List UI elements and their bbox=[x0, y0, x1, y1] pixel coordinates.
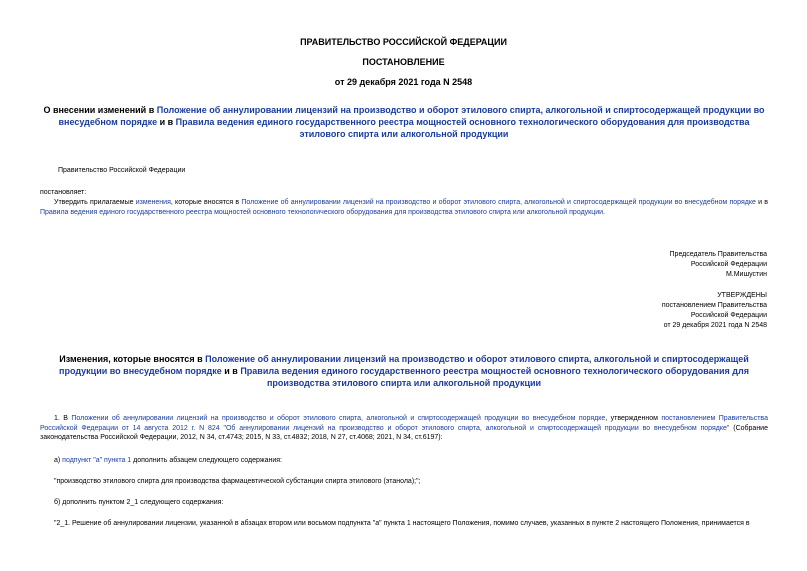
signature-line-3: М.Мишустин bbox=[725, 271, 767, 278]
item-1-paragraph bbox=[40, 414, 768, 443]
approve-link-changes[interactable]: изменения bbox=[135, 199, 171, 206]
title-prefix: О внесении изменений в bbox=[43, 105, 157, 115]
resolves-text: постановляет: bbox=[40, 189, 87, 196]
changes-title-prefix: Изменения, которые вносятся в bbox=[59, 354, 206, 364]
government-text: Правительство Российской Федерации bbox=[58, 167, 186, 174]
approved-line-3: Российской Федерации bbox=[690, 312, 767, 319]
signature-line-1: Председатель Правительства bbox=[669, 251, 767, 258]
changes-title bbox=[40, 353, 768, 389]
item-1-end: (Собрание законодательства Российской Федерации, 2012, N 34, ст.4743; 2015, N 33, ст.4832; 2018, N 27, ст.4068; 2021, N 34, ст.6197): bbox=[40, 424, 768, 441]
approved-line-2: постановлением Правительства bbox=[661, 302, 767, 309]
item-1-mid: , утвержденном bbox=[605, 415, 662, 422]
sub-item-a-link[interactable]: подпункт "а" пункта 1 bbox=[62, 457, 132, 464]
signature-line-2: Российской Федерации bbox=[690, 261, 767, 268]
item-1-link-resolution[interactable]: постановлением Правительства Российской Федерации от 14 августа 2012 г. N 824 "Об аннулировании лицензий на производство и оборот этилового спирта, алкогольной и спиртосодержащей продукции во внесудебном порядке" bbox=[40, 415, 768, 432]
title-link-regulation[interactable]: Положение об аннулировании лицензий на производство и оборот этилового спирта, алкогольной и спиртосодержащей продукции во внесудебном порядке bbox=[58, 105, 765, 127]
sub-item-b: б) дополнить пунктом 2_1 следующего содержания: bbox=[54, 499, 224, 506]
changes-title-link-regulation[interactable]: Положение об аннулировании лицензий на производство и оборот этилового спирта, алкогольной и спиртосодержащей продукции во внесудебном порядке bbox=[59, 354, 749, 376]
title-middle: и в bbox=[157, 117, 176, 127]
quote-a: "производство этилового спирта для производства фармацевтической субстанции спирта этилового (этанола);"; bbox=[54, 478, 421, 485]
approved-line-1: УТВЕРЖДЕНЫ bbox=[717, 292, 767, 299]
changes-title-middle: и в bbox=[221, 366, 241, 376]
sub-item-a-prefix: а) bbox=[54, 457, 63, 464]
sub-item-a bbox=[54, 456, 282, 466]
approve-prefix: Утвердить прилагаемые bbox=[54, 199, 136, 206]
approved-block bbox=[662, 291, 767, 331]
approve-paragraph bbox=[40, 198, 768, 217]
doc-type-heading: ПОСТАНОВЛЕНИЕ bbox=[362, 57, 445, 67]
title-link-rules[interactable]: Правила ведения единого государственного реестра мощностей основного технологического оборудования для производства этилового спирта или алкогольной продукции bbox=[175, 117, 750, 139]
item-1-num: 1. В bbox=[54, 415, 72, 422]
sub-item-a-end: дополнить абзацем следующего содержания: bbox=[131, 457, 282, 464]
changes-title-link-rules[interactable]: Правила ведения единого государственного реестра мощностей основного технологического оборудования для производства этилового спирта или алкогольной продукции bbox=[240, 366, 749, 388]
approve-mid1: , которые вносятся в bbox=[170, 199, 242, 206]
quote-b: "2_1. Решение об аннулировании лицензии, указанной в абзацах втором или восьмом подпункта "а" пункта 1 настоящего Положения, помимо случаев, указанных в пункте 2 настоящего Положения, принимается в bbox=[54, 520, 750, 527]
item-1-link-regulation[interactable]: Положении об аннулировании лицензий на производство и оборот этилового спирта, алкогольной и спиртосодержащей продукции во внесудебном порядке bbox=[71, 415, 606, 422]
resolution-title bbox=[40, 104, 768, 140]
approved-line-4: от 29 декабря 2021 года N 2548 bbox=[663, 322, 767, 329]
approve-mid2: и в bbox=[755, 199, 768, 206]
approve-link-rules[interactable]: Правила ведения единого государственного реестра мощностей основного технологического оборудования для производства этилового спирта или алкогольной продукции bbox=[40, 208, 604, 216]
date-number-heading: от 29 декабря 2021 года N 2548 bbox=[334, 77, 473, 87]
authority-heading: ПРАВИТЕЛЬСТВО РОССИЙСКОЙ ФЕДЕРАЦИИ bbox=[300, 37, 507, 47]
approve-end: . bbox=[603, 208, 605, 216]
approve-link-regulation[interactable]: Положение об аннулировании лицензий на производство и оборот этилового спирта, алкогольной и спиртосодержащей продукции во внесудебном порядке bbox=[241, 199, 756, 206]
signature-block bbox=[670, 250, 767, 280]
